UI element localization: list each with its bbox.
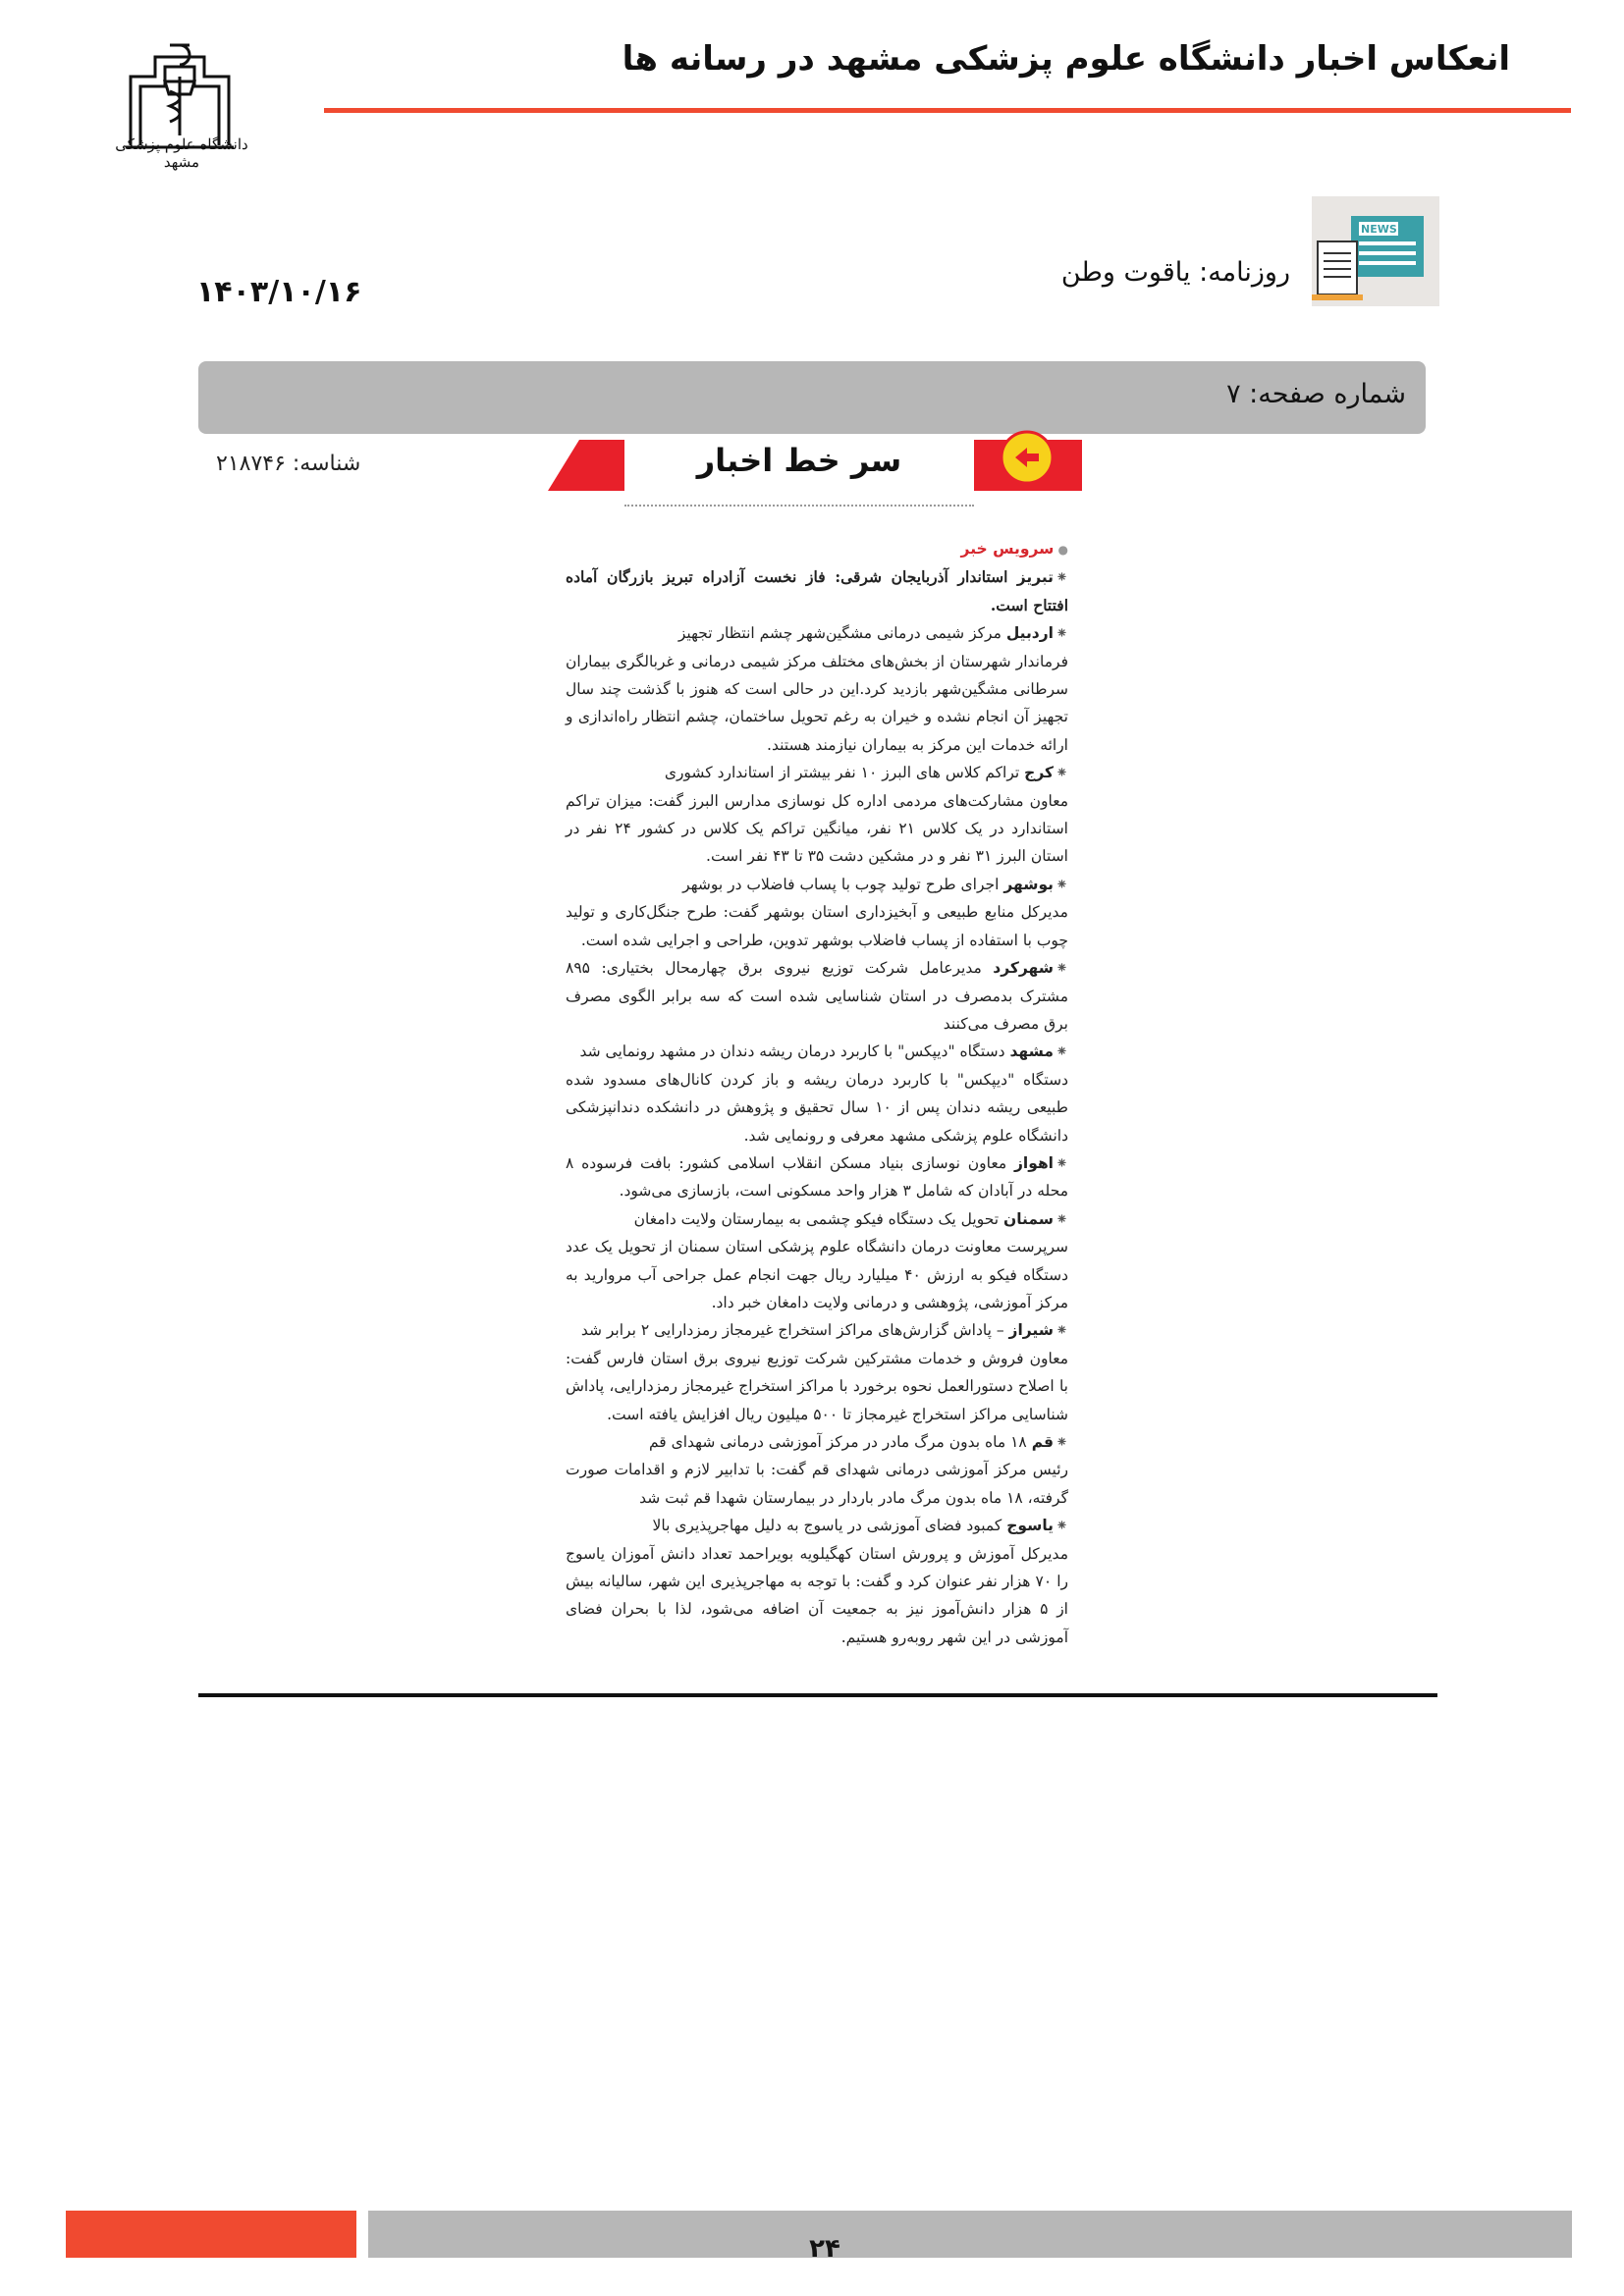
report-title: انعکاس اخبار دانشگاه علوم پزشکی مشهد در رسانه ها [622, 39, 1510, 79]
title-rule [324, 108, 1571, 113]
news-item-body: رئیس مرکز آموزشی درمانی شهدای قم گفت: با تدابیر لازم و اقدامات صورت گرفته، ۱۸ ماه بدون مرگ مادر باردار در بیمارستان شهدا قم ثبت شد [566, 1461, 1068, 1507]
news-item-place: ⁕ شیراز [1009, 1321, 1068, 1339]
news-item-place: ⁕ یاسوج [1006, 1517, 1068, 1534]
news-item-body: سرپرست معاونت درمان دانشگاه علوم پزشکی استان سمنان از تحویل یک عدد دستگاه فیکو به ارزش ۴۰ میلیارد ریال جهت انجام عمل جراحی آب مروارید به مرکز آموزشی، پژوهشی و درمانی ولایت دامغان خبر داد. [566, 1238, 1068, 1311]
news-item [566, 1038, 1068, 1149]
news-item-body: مدیرکل آموزش و پرورش استان کهگیلویه بویراحمد تعداد دانش آموزان یاسوج را ۷۰ هزار نفر عنوان کرد و گفت: با توجه به مهاجرپذیری این شهر، سالیانه بیش از ۵ هزار دانش‌آموز نیز به جمعیت آن اضافه می‌شود، لذا با بحران فضای آموزشی در این شهر روبه‌رو هستیم. [566, 1544, 1068, 1646]
news-item [566, 1149, 1068, 1205]
news-item-body: معاون فروش و خدمات مشترکین شرکت توزیع نیروی برق استان فارس گفت: با اصلاح دستورالعمل نحوه برخورد با مراکز استخراج غیرمجاز رمزدارایی، پاداش شناسایی مراکز استخراج غیرمجاز تا ۵۰۰ میلیون ریال افزایش یافته است. [566, 1349, 1068, 1423]
news-item-place: ⁕ سمنان [1003, 1210, 1068, 1228]
news-item-headline: مرکز شیمی درمانی مشگین‌شهر چشم انتظار تجهیز [677, 624, 1001, 643]
news-item [566, 1316, 1068, 1428]
news-item-headline: تراکم کلاس های البرز ۱۰ نفر بیشتر از استاندارد کشوری [664, 764, 1020, 782]
news-item [566, 563, 1068, 619]
arrow-badge-icon [1000, 430, 1055, 485]
footer-bar [368, 2211, 1572, 2258]
news-item [566, 954, 1068, 1038]
clip-section-title: سر خط اخبار [696, 442, 902, 479]
news-item-headline: معاون نوسازی بنیاد مسکن انقلاب اسلامی کشور: بافت فرسوده ۸ محله [566, 1153, 1068, 1201]
content-end-rule [198, 1693, 1437, 1697]
newspaper-label: روزنامه: یاقوت وطن [1060, 257, 1290, 288]
clipping-article [566, 535, 1068, 1651]
news-item-body: دستگاه "دیپکس" با کاربرد درمان ریشه و باز کردن کانال‌های مسدود شده طبیعی ریشه دندان پس از ۱۰ سال تحقیق و پژوهش در دانشکده دندانپزشکی دانشگاه علوم پزشکی مشهد معرفی و رونمایی شد. [566, 1070, 1069, 1145]
news-item [566, 759, 1068, 871]
news-item-place: ⁕ شهرکرد [993, 959, 1068, 977]
news-item [566, 1512, 1068, 1651]
svg-text:NEWS: NEWS [1361, 223, 1397, 236]
publish-date: ۱۴۰۳/۱۰/۱۶ [196, 275, 362, 309]
news-item-body: معاون مشارکت‌های مردمی اداره کل نوسازی مدارس البرز گفت: میزان تراکم استاندارد در یک کلاس ۲۱ نفر، میانگین تراکم یک کلاس در کشور ۲۴ نفر در استان البرز ۳۱ نفر و در مشکین دشت ۳۵ تا ۴۳ نفر است. [566, 791, 1068, 866]
page-number-label: شماره صفحه: ۷ [1226, 379, 1406, 409]
news-service-label: ● سرویس خبر [566, 535, 1068, 563]
news-item-place: ⁕ بوشهر [1003, 876, 1068, 893]
news-item-place: ⁕ اهواز [1014, 1154, 1068, 1172]
logo-caption: دانشگاه علوم پزشکی مشهد [115, 135, 248, 171]
news-item-place: ⁕ قم [1032, 1433, 1068, 1451]
clip-header-bar-left [548, 440, 626, 491]
news-item-headline: تحویل یک دستگاه فیکو چشمی به بیمارستان ولایت دامغان [633, 1209, 1000, 1228]
news-item-place: ⁕ تبریز [1017, 568, 1068, 586]
document-id: شناسه: ۲۱۸۷۴۶ [216, 452, 361, 476]
news-item-place: ⁕ کرج [1024, 764, 1068, 781]
news-item-headline: مدیرعامل شرکت توزیع نیروی برق چهارمحال بختیاری: ۸۹۵ [566, 959, 982, 978]
news-item-body: در آبادان که شامل ۳ هزار واحد مسکونی است، بازسازی می‌شود. [619, 1182, 1033, 1201]
news-item-headline: ۱۸ ماه بدون مرگ مادر در مرکز آموزشی درمانی شهدای قم [648, 1433, 1027, 1451]
news-item-body: مشترک بدمصرف در استان شناسایی شده است که سه برابر الگوی مصرف برق مصرف می‌کنند [566, 987, 1068, 1033]
news-item-place: ⁕ اردبیل [1006, 624, 1068, 642]
footer-accent-bar [66, 2211, 356, 2258]
news-item-headline: استاندار آذربایجان شرقی: فاز نخست آزادراه تبریز بازرگان آماده افتتاح است. [566, 567, 1068, 614]
footer-page-number: ۲۴ [809, 2234, 840, 2264]
newspaper-icon [1312, 196, 1439, 306]
news-item-place: ⁕ مشهد [1009, 1042, 1068, 1060]
news-item-headline: کمبود فضای آموزشی در یاسوج به دلیل مهاجرپذیری بالا [652, 1517, 1002, 1535]
news-item-headline: دستگاه "دیپکس" با کاربرد درمان ریشه دندان در مشهد رونمایی شد [579, 1042, 1005, 1061]
news-item [566, 1428, 1068, 1512]
news-item-headline: – پاداش گزارش‌های مراکز استخراج غیرمجاز رمزدارایی ۲ برابر شد [580, 1321, 1004, 1340]
news-item [566, 619, 1068, 759]
news-item-body: مدیرکل منابع طبیعی و آبخیزداری استان بوشهر گفت: طرح جنگل‌کاری و تولید چوب با استفاده از پساب فاضلاب بوشهر تدوین، طراحی و اجرایی شده است. [566, 903, 1068, 949]
news-item [566, 1205, 1068, 1317]
news-item-body: فرماندار شهرستان از بخش‌های مختلف مرکز شیمی درمانی و غربالگری بیماران سرطانی مشگین‌شهر بازدید کرد.این در حالی است که هنوز با گذشت چند سال تجهیز آن انجام نشده و خیران به رغم تحویل ساختمان، چشم انتظار راه‌اندازی و ارائه خدمات این مرکز به بیماران نیازمند هستند. [566, 652, 1068, 754]
news-item-headline: اجرای طرح تولید چوب با پساب فاضلاب در بوشهر [682, 875, 1000, 893]
news-item [566, 871, 1068, 954]
